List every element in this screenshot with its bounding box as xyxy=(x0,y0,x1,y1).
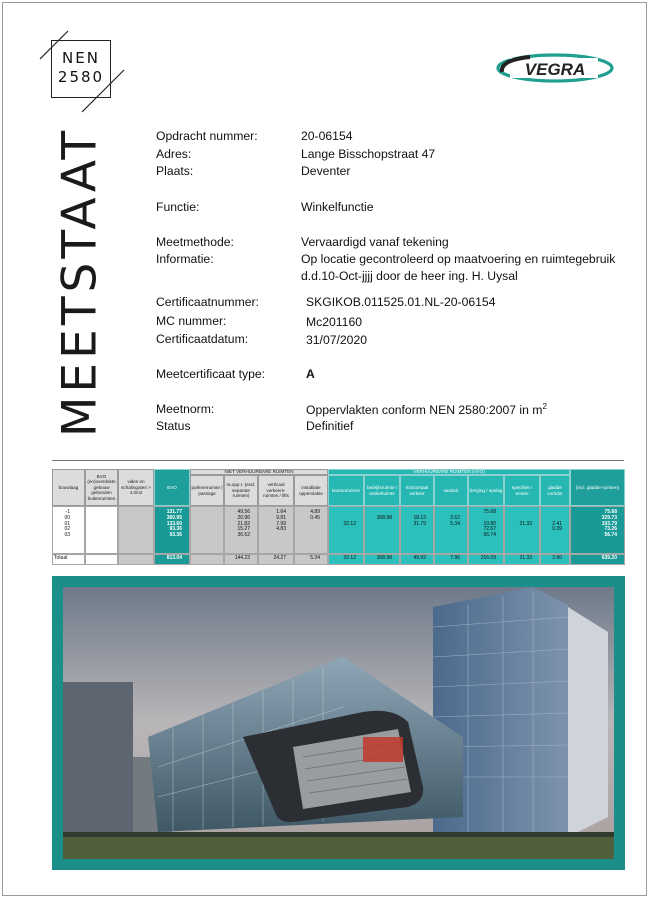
table-total-total: 639.20 xyxy=(601,555,617,561)
table-cell-bvo: 131.77 xyxy=(166,509,182,515)
functie-value: Winkelfunctie xyxy=(301,200,374,214)
column-header-total: (incl. gladde-ruimten) xyxy=(570,469,625,506)
nen-2580-logo xyxy=(51,40,111,98)
table-cell-sanitair: 2.62 xyxy=(450,514,460,521)
table-total-kantoor: 32.12 xyxy=(343,555,356,561)
document-title: MEETSTAAT xyxy=(52,126,108,438)
table-total-sanitair: 7.96 xyxy=(450,555,460,561)
meetcertificaat-type-label: Meetcertificaat type: xyxy=(156,367,266,381)
table-cell-bvo: 360.95 xyxy=(166,514,182,521)
informatie-line1: Op locatie gecontroleerd op maatvoering en ruimtegebruik xyxy=(301,252,616,266)
table-cell-ra: 49.56 xyxy=(237,509,250,515)
vegra-logo xyxy=(496,52,614,86)
nen-logo-line1: NEN xyxy=(62,49,100,67)
adres-value: Lange Bisschopstraat 47 xyxy=(301,147,436,161)
mc-nummer-label: MC nummer: xyxy=(156,314,227,328)
plaats-value: Deventer xyxy=(301,164,351,178)
floor-label: 01 xyxy=(64,520,70,527)
total-cell-bvo_ext xyxy=(85,554,118,565)
certificaatdatum-label: Certificaatdatum: xyxy=(156,332,249,346)
column-header-kantoor: kantoorruimte xyxy=(328,475,364,506)
opdracht-label: Opdracht nummer: xyxy=(156,129,258,143)
meetnorm-superscript: 2 xyxy=(542,402,547,411)
table-cell-bedrijf: 308.98 xyxy=(376,514,392,521)
column-header-berging: berging / opslag xyxy=(468,475,504,506)
informatie-line2: d.d.10-Oct-jjjj door de heer ing. H. Uysal xyxy=(301,269,518,283)
meetnorm-text: Oppervlakten conform NEN 2580:2007 in m xyxy=(306,403,543,418)
column-header-bvo_ext: BVO (en)overdekte gebouw gebonden buitenruimten xyxy=(85,469,118,506)
column-header-bvo: BVO xyxy=(154,469,190,506)
table-cell-installatie: 0.45 xyxy=(310,514,320,521)
meetcertificaat-type-value: A xyxy=(306,367,315,381)
column-header-verticaal: verticaal verkeers-ruimtes / lifts xyxy=(258,475,294,506)
column-header-parkeer: parkeerruimte / passage xyxy=(190,475,224,506)
group-header-niet-verhuurbaar: NIET VERHUURBARE RUIMTEN xyxy=(190,469,328,475)
adres-label: Adres: xyxy=(156,147,192,161)
table-cell-ra: 15.27 xyxy=(237,526,250,533)
table-cell-bvo: 93.36 xyxy=(169,526,182,533)
column-header-specifiek: specifiek / entrée xyxy=(504,475,540,506)
column-body-bedrijf xyxy=(364,506,400,554)
functie-label: Functie: xyxy=(156,200,200,214)
table-cell-bvo: 133.60 xyxy=(166,520,182,527)
table-cell-berging: 75.68 xyxy=(483,509,496,515)
measurement-table xyxy=(52,469,625,566)
column-body-horizontaal xyxy=(400,506,434,554)
table-cell-horizontaal: 31.79 xyxy=(413,520,426,527)
certificaatnummer-value: SKGIKOB.011525.01.NL-20-06154 xyxy=(306,295,496,309)
column-body-kantoor xyxy=(328,506,364,554)
column-header-gladd: gladde corridor xyxy=(540,475,570,506)
table-total-ra: 144.23 xyxy=(234,555,250,561)
column-body-specifiek xyxy=(504,506,540,554)
nen-logo-line2: 2580 xyxy=(57,68,105,86)
table-total-verticaal: 24.27 xyxy=(273,555,286,561)
table-cell-verticaal: 1.64 xyxy=(276,509,286,515)
table-cell-berging: 72.67 xyxy=(483,526,496,533)
table-total-horizontaal: 49.92 xyxy=(413,555,426,561)
table-cell-total: 103.79 xyxy=(601,520,617,527)
status-label: Status xyxy=(156,419,191,433)
certificaatdatum-value: 31/07/2020 xyxy=(306,333,367,347)
table-cell-ra: 36.62 xyxy=(237,532,250,539)
column-body-parkeer xyxy=(190,506,224,554)
table-total-berging: 216.09 xyxy=(480,555,496,561)
table-cell-ra: 21.82 xyxy=(237,520,250,527)
status-value: Definitief xyxy=(306,419,354,433)
table-total-gladd: 2.80 xyxy=(552,555,562,561)
table-cell-horizontaal: 18.13 xyxy=(413,514,426,521)
table-cell-ra: 20.96 xyxy=(237,514,250,521)
total-cell-vides xyxy=(118,554,154,565)
table-cell-specifiek: 21.33 xyxy=(519,520,532,527)
meetnorm-value xyxy=(306,402,547,417)
floor-label: -1 xyxy=(65,509,70,515)
meetmethode-label: Meetmethode: xyxy=(156,235,234,249)
certificaatnummer-label: Certificaatnummer: xyxy=(156,295,259,309)
opdracht-value: 20-06154 xyxy=(301,129,353,143)
vegra-logo-text: VEGRA xyxy=(524,60,586,79)
meetnorm-label: Meetnorm: xyxy=(156,402,215,416)
column-body-sanitair xyxy=(434,506,468,554)
table-cell-verticaal: 4.83 xyxy=(276,526,286,533)
meetmethode-value: Vervaardigd vanaf tekening xyxy=(301,235,449,249)
floor-label: 02 xyxy=(64,526,70,533)
column-header-bouwlaag: bouwlaag xyxy=(52,469,85,506)
table-total-specifiek: 21.33 xyxy=(519,555,532,561)
table-cell-berging: 10.80 xyxy=(483,520,496,527)
table-cell-kantoor: 32.12 xyxy=(343,520,356,527)
table-total-installatie: 5.34 xyxy=(310,555,320,561)
table-cell-gladd: 2.41 xyxy=(552,520,562,527)
column-header-sanitair: sanitair xyxy=(434,475,468,506)
building-photo-frame xyxy=(52,576,625,870)
floor-label: 03 xyxy=(64,532,70,539)
table-cell-total: 329.73 xyxy=(601,514,617,521)
column-body-bvo_ext xyxy=(85,506,118,554)
total-row-label: Totaal xyxy=(54,555,68,561)
column-header-vides: vides en schalingaten > 4.0m2 xyxy=(118,469,154,506)
column-header-bedrijf: bedrijfsruimte / winkelruimte xyxy=(364,475,400,506)
table-total-bvo: 813.04 xyxy=(166,555,182,561)
table-cell-bvo: 93.36 xyxy=(169,532,182,539)
table-cell-total: 73.26 xyxy=(604,526,617,533)
table-cell-total: 75.68 xyxy=(604,509,617,515)
table-cell-installatie: 4.89 xyxy=(310,509,320,515)
table-cell-verticaal: 9.81 xyxy=(276,514,286,521)
mc-nummer-value: Mc201160 xyxy=(306,315,363,329)
table-cell-total: 56.74 xyxy=(604,532,617,539)
column-header-ra: ra.opp.r. (excl. separate ruimten) xyxy=(224,475,258,506)
building-rendering-image xyxy=(63,587,614,859)
table-cell-gladd: 0.39 xyxy=(552,526,562,533)
column-header-installatie: installatie oppervlakte xyxy=(294,475,328,506)
table-cell-berging: 56.74 xyxy=(483,532,496,539)
table-cell-verticaal: 7.99 xyxy=(276,520,286,527)
group-header-verhuurbaar: VERHUURBARE RUIMTEN (VVO) xyxy=(328,469,570,475)
plaats-label: Plaats: xyxy=(156,164,194,178)
column-header-horizontaal: horizontaal verkeer xyxy=(400,475,434,506)
floor-label: 00 xyxy=(64,514,70,521)
total-cell-parkeer xyxy=(190,554,224,565)
informatie-label: Informatie: xyxy=(156,252,214,266)
section-divider xyxy=(52,460,624,461)
table-cell-sanitair: 5.34 xyxy=(450,520,460,527)
table-total-bedrijf: 308.98 xyxy=(376,555,392,561)
column-body-vides xyxy=(118,506,154,554)
